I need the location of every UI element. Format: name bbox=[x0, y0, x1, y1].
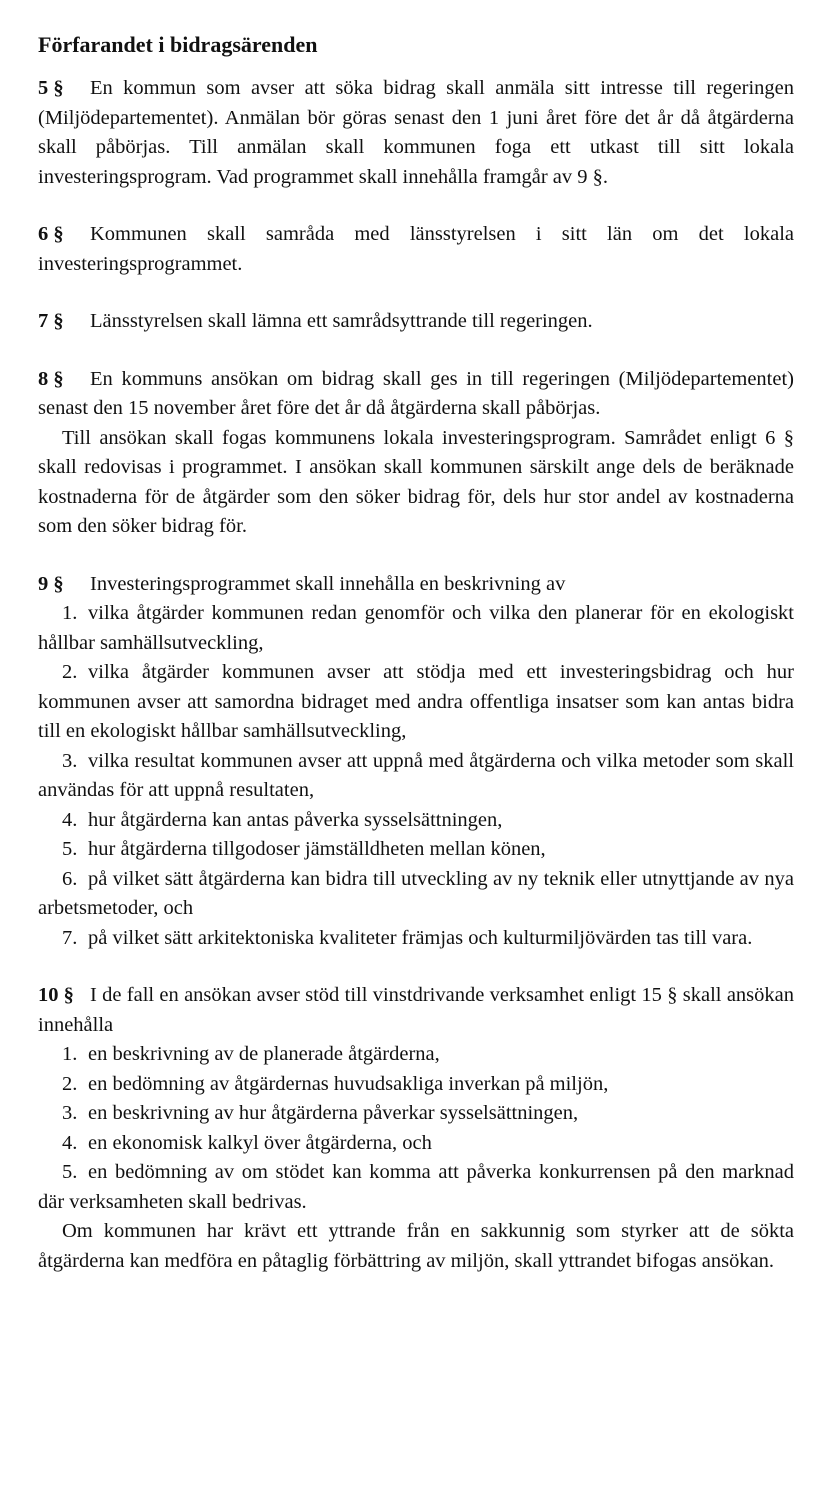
list-item bbox=[38, 1040, 794, 1070]
section-text: En kommuns ansökan om bidrag skall ges in till regeringen (Miljödepartementet) senast den 15 november året före det år då åtgärderna skall påbörjas. bbox=[38, 367, 794, 419]
list-number: 3. bbox=[62, 1102, 78, 1124]
list-item bbox=[38, 806, 794, 836]
list-number: 2. bbox=[62, 661, 78, 683]
section-7 bbox=[38, 307, 794, 337]
section-number: 7 § bbox=[38, 310, 64, 332]
section-text: Länsstyrelsen skall lämna ett samrådsyttrande till regeringen. bbox=[90, 310, 593, 332]
list-item bbox=[38, 747, 794, 806]
list-number: 4. bbox=[62, 1131, 78, 1154]
list-text: en beskrivning av de planerade åtgärderna, bbox=[88, 1043, 440, 1065]
list-item bbox=[38, 924, 794, 954]
list-text: vilka åtgärder kommunen redan genomför och vilka den planerar för en ekologiskt hållbar samhällsutveckling, bbox=[38, 602, 794, 654]
list-number: 2. bbox=[62, 1072, 78, 1095]
list-text: vilka resultat kommunen avser att uppnå med åtgärderna och vilka metoder som skall användas för att uppnå resultaten, bbox=[38, 749, 794, 801]
list-text: vilka åtgärder kommunen avser att stödja med ett investeringsbidrag och hur kommunen avser att samordna bidraget med andra offentliga insatser som kan antas bidra till en ekologiskt hållbar samhällsutveckling, bbox=[38, 661, 794, 742]
list-item bbox=[38, 658, 794, 747]
section-paragraph: Om kommunen har krävt ett yttrande från en sakkunnig som styrker att de sökta åtgärderna kan medföra en påtaglig förbättring av miljön, skall yttrandet bifogas ansökan. bbox=[38, 1220, 794, 1272]
section-number: 6 § bbox=[38, 223, 64, 245]
list-item bbox=[38, 1129, 794, 1159]
list-number: 5. bbox=[62, 1161, 78, 1183]
list-item bbox=[38, 865, 794, 924]
list-text: en ekonomisk kalkyl över åtgärderna, och bbox=[88, 1131, 432, 1154]
section-text: En kommun som avser att söka bidrag skall anmäla sitt intresse till regeringen (Miljödepartementet). Anmälan bör göras senast den 1 juni året före det år då åtgärderna skall påbörjas. Till anmälan skall kommunen foga ett utkast till sitt lokala investeringsprogram. Vad programmet skall innehålla framgår av 9 §. bbox=[38, 77, 794, 188]
list-item bbox=[38, 1158, 794, 1217]
section-10 bbox=[38, 981, 794, 1276]
list-text: en bedömning av om stödet kan komma att påverka konkurrensen på den marknad där verksamheten skall bedrivas. bbox=[38, 1161, 794, 1213]
list-text: en bedömning av åtgärdernas huvudsakliga inverkan på miljön, bbox=[88, 1072, 609, 1095]
section-intro: I de fall en ansökan avser stöd till vinstdrivande verksamhet enligt 15 § skall ansökan innehålla bbox=[38, 984, 794, 1036]
section-intro: Investeringsprogrammet skall innehålla en beskrivning av bbox=[90, 572, 566, 595]
document-page bbox=[38, 30, 794, 1276]
list-text: hur åtgärderna kan antas påverka sysselsättningen, bbox=[88, 808, 503, 831]
section-number: 10 § bbox=[38, 984, 74, 1006]
list-item bbox=[38, 599, 794, 658]
list-number: 7. bbox=[62, 926, 78, 949]
section-number: 9 § bbox=[38, 572, 64, 595]
section-number: 5 § bbox=[38, 77, 64, 99]
list-item bbox=[38, 1070, 794, 1100]
list-number: 3. bbox=[62, 749, 78, 772]
list-text: hur åtgärderna tillgodoser jämställdheten mellan könen, bbox=[88, 838, 546, 860]
section-6 bbox=[38, 220, 794, 279]
list-text: på vilket sätt åtgärderna kan bidra till utveckling av ny teknik eller utnyttjande av nya arbetsmetoder, och bbox=[38, 867, 794, 919]
section-9 bbox=[38, 570, 794, 954]
list-number: 1. bbox=[62, 602, 78, 624]
section-5 bbox=[38, 74, 794, 192]
section-8 bbox=[38, 365, 794, 542]
list-text: en beskrivning av hur åtgärderna påverkar sysselsättningen, bbox=[88, 1102, 579, 1124]
list-item bbox=[38, 835, 794, 865]
section-paragraph: Till ansökan skall fogas kommunens lokala investeringsprogram. Samrådet enligt 6 § skall redovisas i programmet. I ansökan skall kommunen särskilt ange dels de beräknade kostnaderna för de åtgärder som den söker bidrag för, dels hur stor andel av kostnaderna som den söker bidrag för. bbox=[38, 426, 794, 537]
page-title: Förfarandet i bidragsärenden bbox=[38, 32, 318, 57]
section-number: 8 § bbox=[38, 367, 64, 390]
list-number: 6. bbox=[62, 867, 78, 890]
list-text: på vilket sätt arkitektoniska kvaliteter främjas och kulturmiljövärden tas till vara. bbox=[88, 926, 753, 949]
list-number: 1. bbox=[62, 1043, 78, 1065]
section-text: Kommunen skall samråda med länsstyrelsen i sitt län om det lokala investeringsprogrammet. bbox=[38, 223, 794, 275]
list-item bbox=[38, 1099, 794, 1129]
list-number: 5. bbox=[62, 838, 78, 860]
list-number: 4. bbox=[62, 808, 78, 831]
